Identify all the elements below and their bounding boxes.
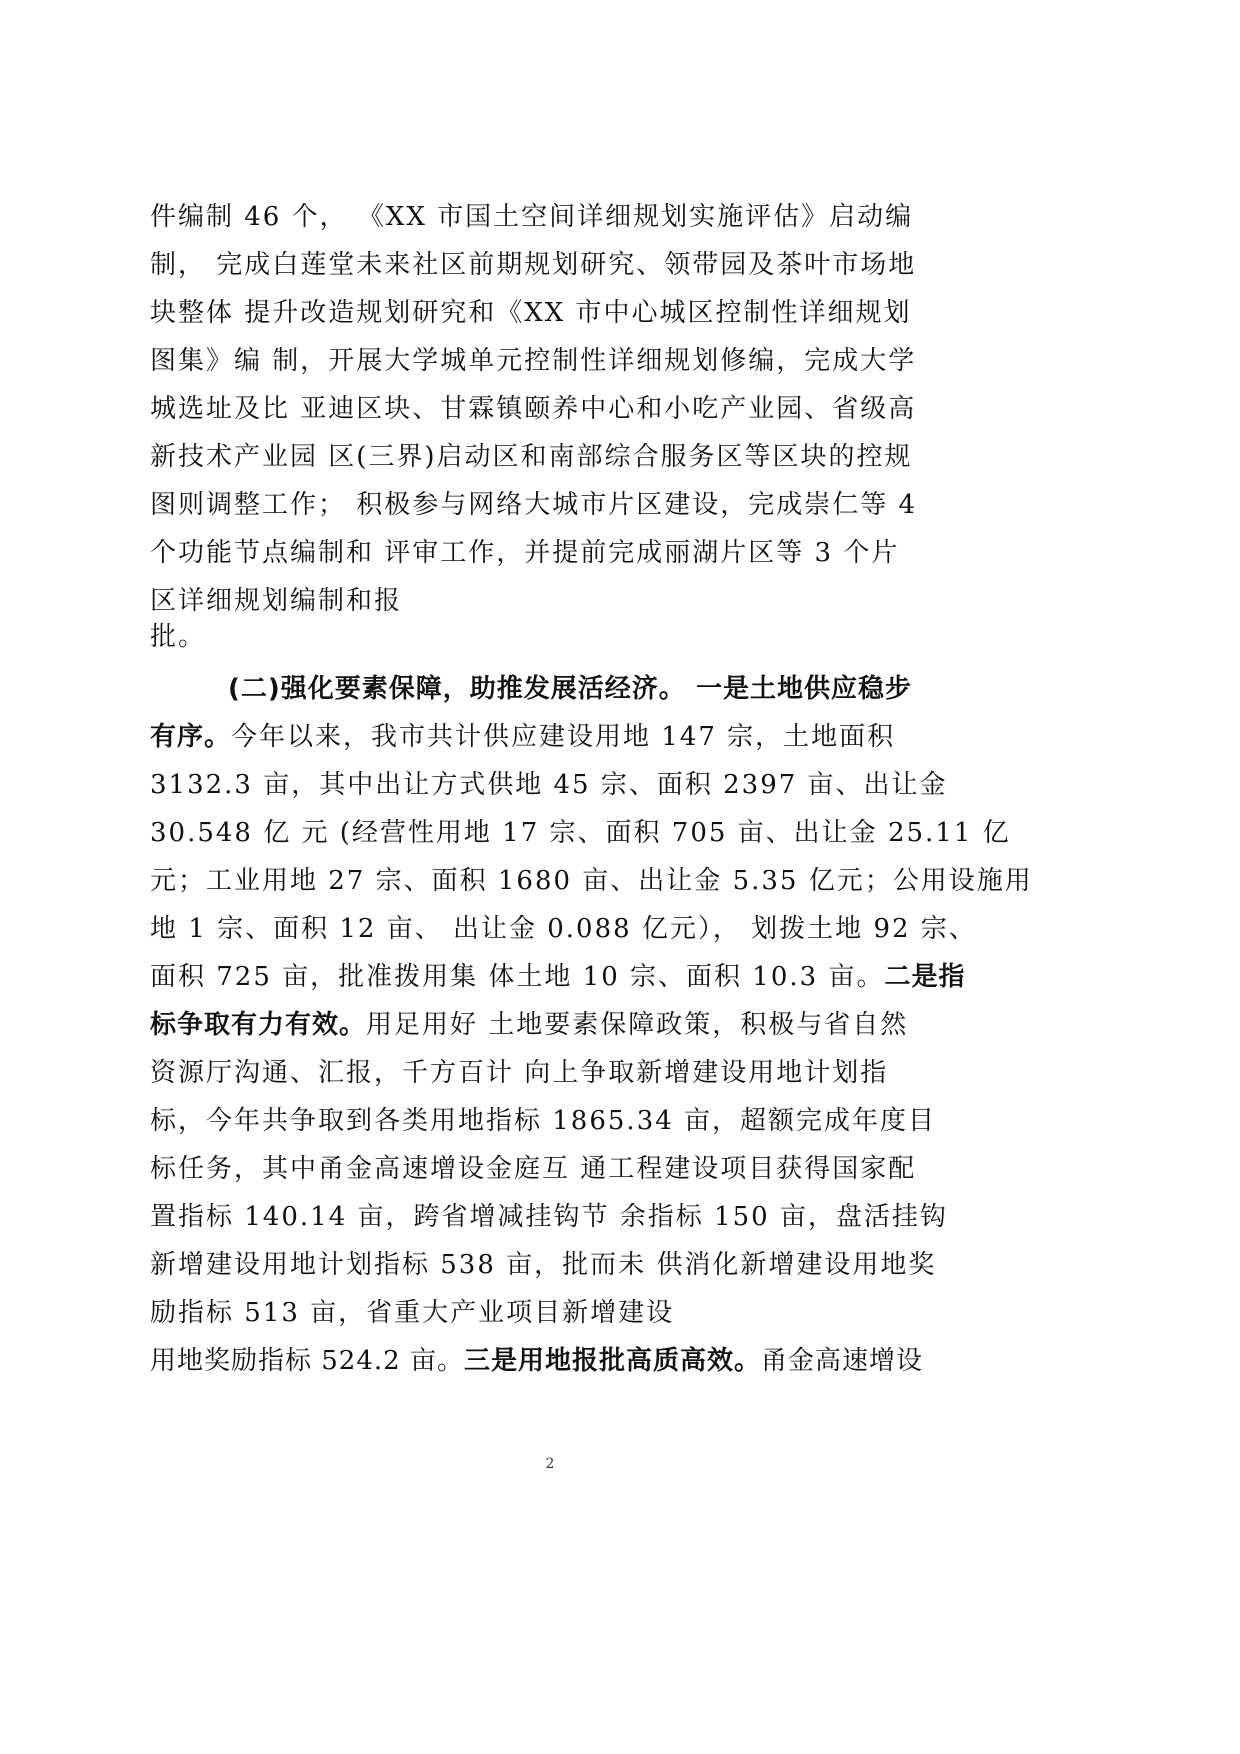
point-one-heading-end: 有序。 [150, 722, 232, 752]
paragraph-1-line-7: 图则调整工作； 积极参与网络大城市片区建设，完成崇仁等 4 [150, 490, 918, 520]
paragraph-2-line-6: 地 1 宗、面积 12 亩、 出让金 0.088 亿元）， 划拨土地 92 宗、 [150, 914, 977, 944]
paragraph-1-line-4: 图集》编 制，开展大学城单元控制性详细规划修编，完成大学 [150, 346, 917, 376]
paragraph-2-line-11: 标任务，其中甬金高速增设金庭互 通工程建设项目获得国家配 [150, 1154, 917, 1184]
paragraph-1-line-10: 批。 [150, 622, 207, 652]
paragraph-2-line-3: 3132.3 亩，其中出让方式供地 45 宗、面积 2397 亩、出让金 [150, 770, 948, 800]
paragraph-2-line-12: 置指标 140.14 亩，跨省增减挂钩节 余指标 150 亩，盘活挂钩 [150, 1202, 948, 1232]
paragraph-2-line-9: 资源厅沟通、汇报，千方百计 向上争取新增建设用地计划指 [150, 1058, 889, 1088]
paragraph-2-line-1 [228, 673, 912, 705]
paragraph-1-line-6: 新技术产业园 区(三界)启动区和南部综合服务区等区块的控规 [150, 442, 913, 472]
paragraph-2-line-7-text: 面积 725 亩，批准拨用集 体土地 10 宗、面积 10.3 亩。 [150, 962, 885, 992]
paragraph-2-line-8-text: 用足用好 土地要素保障政策，积极与省自然 [366, 1010, 909, 1040]
paragraph-1-line-8: 个功能节点编制和 评审工作，并提前完成丽湖片区等 3 个片 [150, 538, 900, 568]
paragraph-2-line-15-text: 用地奖励指标 524.2 亩。 [150, 1346, 464, 1376]
paragraph-1-line-1: 件编制 46 个， 《XX 市国土空间详细规划实施评估》启动编 [150, 202, 914, 232]
point-three-heading: 三是用地报批高质高效。 [463, 1346, 761, 1376]
paragraph-2-line-14: 励指标 513 亩，省重大产业项目新增建设 [150, 1298, 675, 1328]
point-two-heading: 二是指 [884, 962, 966, 992]
paragraph-2-line-8 [150, 1009, 908, 1041]
paragraph-1-line-5: 城选址及比 亚迪区块、甘霖镇颐养中心和小吃产业园、省级高 [150, 394, 917, 424]
paragraph-1-line-9: 区详细规划编制和报 [150, 586, 403, 616]
paragraph-2-line-4: 30.548 亿 元 (经营性用地 17 宗、面积 705 亩、出让金 25.11 亿 [150, 818, 1011, 848]
paragraph-2-line-15 [150, 1345, 923, 1377]
paragraph-1-line-2: 制， 完成白莲堂未来社区前期规划研究、领带园及茶叶市场地 [150, 250, 917, 280]
paragraph-2-line-10: 标，今年共争取到各类用地指标 1865.34 亩，超额完成年度目 [150, 1106, 937, 1136]
paragraph-2-line-15-tail: 甬金高速增设 [760, 1346, 923, 1376]
paragraph-2-line-13: 新增建设用地计划指标 538 亩，批而未 供消化新增建设用地奖 [150, 1250, 937, 1280]
paragraph-2-line-5: 元；工业用地 27 宗、面积 1680 亩、出让金 5.35 亿元；公用设施用 [150, 866, 1033, 896]
section-heading: (二)强化要素保障，助推发展活经济。 [228, 674, 686, 704]
paragraph-2-line-7 [150, 961, 965, 993]
paragraph-2-line-2-text: 今年以来，我市共计供应建设用地 147 宗，土地面积 [231, 722, 896, 752]
paragraph-2-line-2 [150, 721, 895, 753]
page-number: 2 [545, 1456, 555, 1472]
point-one-heading: 一是土地供应稳步 [696, 674, 913, 704]
paragraph-1-line-3: 块整体 提升改造规划研究和《XX 市中心城区控制性详细规划 [150, 298, 912, 328]
point-two-heading-end: 标争取有力有效。 [150, 1010, 367, 1040]
